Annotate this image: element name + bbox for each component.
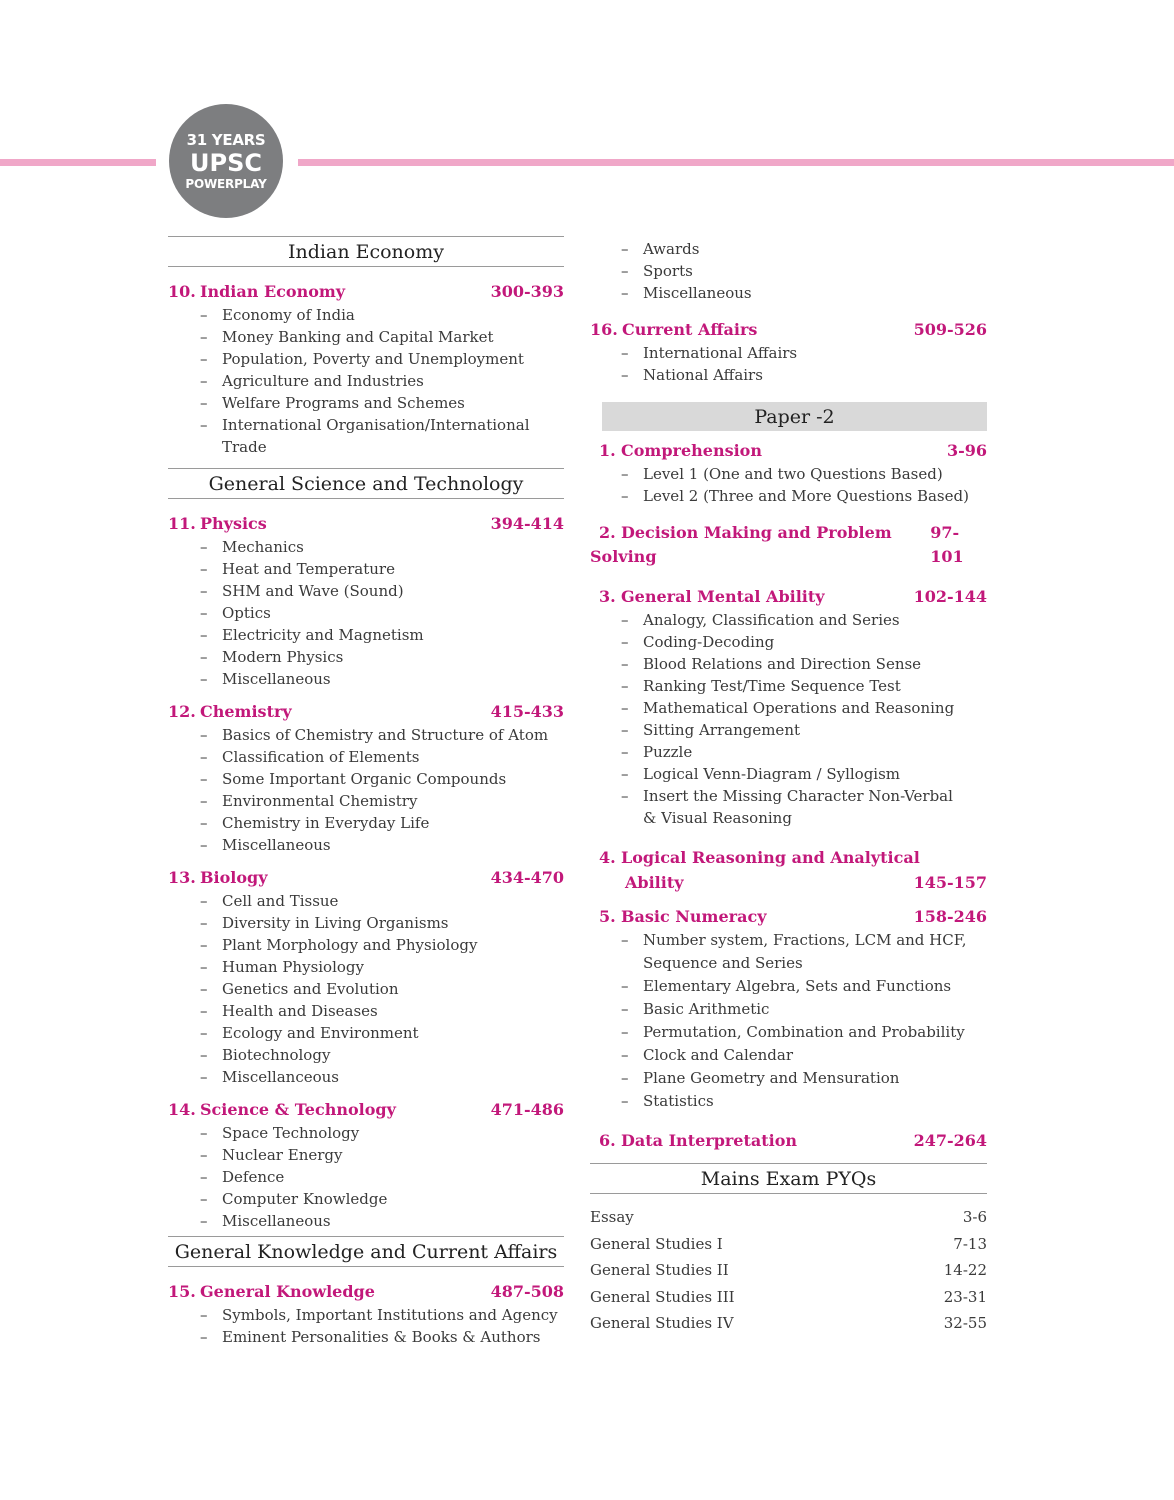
subtopic-item: – Some Important Organic Compounds — [200, 768, 564, 790]
subtopic-continuation: Sequence and Series — [643, 954, 803, 972]
topic-number: 13. — [168, 868, 196, 887]
topic-number: 15. — [168, 1282, 196, 1301]
topic-15-continued — [590, 238, 987, 304]
topic-pages: 300-393 — [490, 282, 564, 301]
section-heading-indian-economy: Indian Economy — [168, 236, 564, 267]
subtopic-list — [590, 463, 987, 507]
subtopic-item: – Defence — [200, 1166, 564, 1188]
subtopic-item: – Permutation, Combination and Probability — [621, 1021, 987, 1044]
subtopic-item: – Coding-Decoding — [621, 631, 987, 653]
mains-row[interactable] — [590, 1257, 987, 1284]
subtopic-item: – Ranking Test/Time Sequence Test — [621, 675, 987, 697]
mains-paper-name: General Studies II — [590, 1261, 729, 1279]
subtopic-item: – Agriculture and Industries — [200, 370, 564, 392]
subtopic-item: – Heat and Temperature — [200, 558, 564, 580]
subtopic-item: – Eminent Personalities & Books & Authors — [200, 1326, 564, 1348]
topic-11 — [168, 512, 564, 690]
topic-16 — [590, 318, 987, 386]
paper2-topic-1-row[interactable] — [590, 439, 987, 463]
topic-16-row[interactable] — [590, 318, 987, 342]
subtopic-item: – Mechanics — [200, 536, 564, 558]
topic-pages: 471-486 — [490, 1100, 564, 1119]
paper2-topic-1 — [590, 439, 987, 507]
topic-number: 11. — [168, 514, 196, 533]
subtopic-list — [590, 929, 987, 1113]
mains-paper-pages: 32-55 — [943, 1314, 987, 1332]
subtopic-item: – International Affairs — [621, 342, 987, 364]
subtopic-item: – Cell and Tissue — [200, 890, 564, 912]
topic-title: Science & Technology — [200, 1100, 396, 1119]
section-heading-paper-2: Paper -2 — [602, 402, 987, 431]
topic-12 — [168, 700, 564, 856]
mains-paper-pages: 23-31 — [943, 1287, 987, 1306]
subtopic-item: – Analogy, Classification and Series — [621, 609, 987, 631]
subtopic-item: – Sitting Arrangement — [621, 719, 987, 741]
topic-pages: 158-246 — [913, 907, 987, 926]
subtopic-list — [590, 609, 987, 829]
subtopic-item: – Money Banking and Capital Market — [200, 326, 564, 348]
topic-pages: 415-433 — [490, 702, 564, 721]
topic-title: Comprehension — [621, 441, 762, 460]
subtopic-item: – Miscellaneous — [621, 282, 987, 304]
mains-paper-name: General Studies I — [590, 1234, 723, 1253]
topic-pages: 487-508 — [490, 1282, 564, 1301]
mains-row[interactable] — [590, 1204, 987, 1231]
section-heading-science: General Science and Technology — [168, 468, 564, 499]
topic-title: Biology — [200, 868, 268, 887]
topic-number: 6. — [599, 1131, 616, 1150]
subtopic-list — [168, 1122, 564, 1232]
paper2-topic-4 — [590, 845, 987, 895]
topic-title: Indian Economy — [200, 282, 346, 301]
subtopic-item: – Miscellaneous — [200, 834, 564, 856]
topic-10 — [168, 280, 564, 458]
subtopic-item: – Chemistry in Everyday Life — [200, 812, 564, 834]
topic-number: 4. — [599, 848, 616, 867]
topic-number: 14. — [168, 1100, 196, 1119]
paper2-topic-3-row[interactable] — [590, 585, 987, 609]
topic-title: Logical Reasoning and Analytical — [621, 848, 920, 867]
subtopic-item: – International Organisation/International Trade — [200, 414, 564, 458]
subtopic-item: – Elementary Algebra, Sets and Functions — [621, 975, 987, 998]
subtopic-item: – Modern Physics — [200, 646, 564, 668]
subtopic-item: – Basics of Chemistry and Structure of Atom — [200, 724, 564, 746]
subtopic-item: – Miscellaneous — [200, 668, 564, 690]
subtopic-item: – Logical Venn-Diagram / Syllogism — [621, 763, 987, 785]
topic-title: General Knowledge — [200, 1282, 375, 1301]
mains-paper-name: General Studies IV — [590, 1314, 734, 1332]
topic-number: 10. — [168, 282, 196, 301]
paper2-topic-3 — [590, 585, 987, 829]
topic-pages: 394-414 — [490, 514, 564, 533]
contents-left-column — [168, 236, 564, 1358]
subtopic-item: – Level 2 (Three and More Questions Based) — [621, 485, 987, 507]
topic-pages: 97-101 — [930, 523, 964, 566]
subtopic-item: – Biotechnology — [200, 1044, 564, 1066]
topic-number: 5. — [599, 907, 616, 926]
paper2-topic-6-row[interactable] — [590, 1129, 987, 1153]
mains-paper-name: General Studies III — [590, 1287, 735, 1306]
subtopic-item: – Number system, Fractions, LCM and HCF, — [621, 929, 987, 952]
subtopic-item: – Sports — [621, 260, 987, 282]
paper2-topic-5 — [590, 905, 987, 1113]
subtopic-item: – Nuclear Energy — [200, 1144, 564, 1166]
topic-title-continued: Ability — [625, 873, 684, 892]
subtopic-list — [590, 238, 987, 304]
series-badge — [169, 104, 283, 218]
topic-number: 3. — [599, 587, 616, 606]
topic-number: 12. — [168, 702, 196, 721]
topic-15 — [168, 1280, 564, 1348]
subtopic-item: – Plane Geometry and Mensuration — [621, 1067, 987, 1090]
badge-line-3: POWERPLAY — [185, 176, 267, 191]
mains-paper-name: Essay — [590, 1208, 634, 1226]
subtopic-item: – Symbols, Important Institutions and Agency — [200, 1304, 564, 1326]
subtopic-item: – Blood Relations and Direction Sense — [621, 653, 987, 675]
topic-title: Physics — [200, 514, 267, 533]
topic-pages: 102-144 — [913, 587, 987, 606]
topic-pages: 3-96 — [946, 441, 987, 460]
subtopic-item: – Genetics and Evolution — [200, 978, 564, 1000]
badge-line-1: 31 YEARS — [186, 130, 266, 149]
topic-pages: 145-157 — [913, 873, 987, 892]
topic-pages: 509-526 — [913, 320, 987, 339]
subtopic-item: – Awards — [621, 238, 987, 260]
topic-number: 16. — [590, 320, 618, 339]
mains-row[interactable] — [590, 1284, 987, 1311]
subtopic-item: – Welfare Programs and Schemes — [200, 392, 564, 414]
topic-title: Data Interpretation — [621, 1131, 798, 1150]
topic-13 — [168, 866, 564, 1088]
subtopic-item: – Basic Arithmetic — [621, 998, 987, 1021]
subtopic-item: – Electricity and Magnetism — [200, 624, 564, 646]
paper2-topic-2-row[interactable] — [590, 521, 987, 569]
paper2-topic-5-row[interactable] — [590, 905, 987, 929]
subtopic-item: – Economy of India — [200, 304, 564, 326]
topic-title: Chemistry — [200, 702, 292, 721]
topic-15-row[interactable] — [168, 1280, 564, 1304]
paper2-topic-4-row[interactable] — [590, 845, 987, 870]
subtopic-item: – Environmental Chemistry — [200, 790, 564, 812]
topic-number: 2. — [599, 523, 616, 542]
subtopic-item: – Insert the Missing Character Non-Verbal — [621, 785, 987, 807]
topic-pages: 247-264 — [913, 1131, 987, 1150]
subtopic-item: – Clock and Calendar — [621, 1044, 987, 1067]
contents-right-column — [590, 238, 987, 1337]
badge-line-2: UPSC — [190, 148, 262, 177]
subtopic-list — [168, 304, 564, 458]
subtopic-item: – Optics — [200, 602, 564, 624]
mains-paper-pages: 14-22 — [943, 1261, 987, 1279]
topic-14-row[interactable] — [168, 1098, 564, 1122]
topic-11-row[interactable] — [168, 512, 564, 536]
paper2-topic-4-row-2[interactable] — [590, 870, 987, 895]
section-heading-gk: General Knowledge and Current Affairs — [168, 1236, 564, 1267]
subtopic-item: – Human Physiology — [200, 956, 564, 978]
section-heading-mains: Mains Exam PYQs — [590, 1163, 987, 1194]
mains-row[interactable] — [590, 1231, 987, 1258]
subtopic-list — [168, 724, 564, 856]
topic-pages: 434-470 — [490, 868, 564, 887]
subtopic-item: – Puzzle — [621, 741, 987, 763]
paper2-topic-2 — [590, 521, 987, 569]
subtopic-item: – Miscellanceous — [200, 1066, 564, 1088]
pink-band-right — [298, 159, 1174, 166]
mains-list — [590, 1204, 987, 1337]
subtopic-item: – Ecology and Environment — [200, 1022, 564, 1044]
subtopic-list — [168, 536, 564, 690]
mains-paper-pages: 3-6 — [962, 1208, 987, 1226]
subtopic-list — [168, 890, 564, 1088]
subtopic-list — [168, 1304, 564, 1348]
subtopic-item: – Space Technology — [200, 1122, 564, 1144]
mains-paper-pages: 7-13 — [953, 1234, 987, 1253]
topic-title: Decision Making and Problem Solving — [590, 523, 892, 566]
subtopic-item: – Plant Morphology and Physiology — [200, 934, 564, 956]
topic-14 — [168, 1098, 564, 1232]
topic-title: Basic Numeracy — [621, 907, 767, 926]
subtopic-item: – Health and Diseases — [200, 1000, 564, 1022]
subtopic-item: – Miscellaneous — [200, 1210, 564, 1232]
subtopic-list — [590, 342, 987, 386]
subtopic-item: – Computer Knowledge — [200, 1188, 564, 1210]
topic-10-row[interactable] — [168, 280, 564, 304]
topic-13-row[interactable] — [168, 866, 564, 890]
subtopic-item: – National Affairs — [621, 364, 987, 386]
subtopic-continuation: & Visual Reasoning — [643, 809, 792, 827]
subtopic-item: – Population, Poverty and Unemployment — [200, 348, 564, 370]
pink-band-left — [0, 159, 156, 166]
topic-number: 1. — [599, 441, 616, 460]
topic-title: General Mental Ability — [621, 587, 825, 606]
topic-12-row[interactable] — [168, 700, 564, 724]
subtopic-item: – Statistics — [621, 1090, 987, 1113]
mains-row[interactable] — [590, 1310, 987, 1337]
paper2-topic-6 — [590, 1129, 987, 1153]
subtopic-item: – SHM and Wave (Sound) — [200, 580, 564, 602]
topic-title: Current Affairs — [622, 320, 758, 339]
subtopic-item: – Mathematical Operations and Reasoning — [621, 697, 987, 719]
subtopic-item: – Diversity in Living Organisms — [200, 912, 564, 934]
subtopic-item: – Level 1 (One and two Questions Based) — [621, 463, 987, 485]
subtopic-item: – Classification of Elements — [200, 746, 564, 768]
